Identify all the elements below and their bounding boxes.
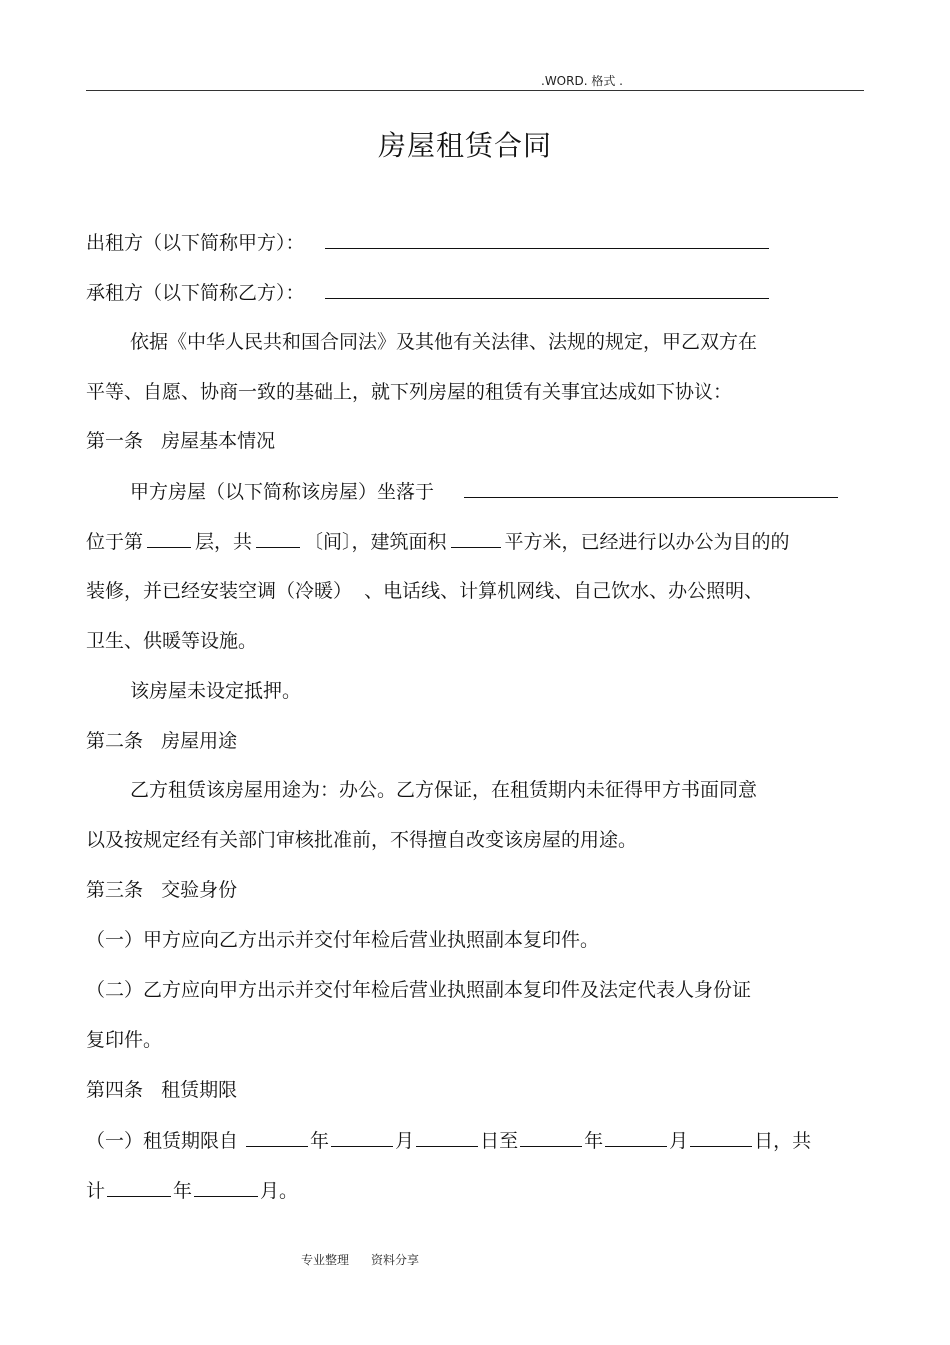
page-header-text: .WORD. 格式 . xyxy=(541,74,623,88)
end-day-blank[interactable] xyxy=(690,1128,752,1147)
end-month-blank[interactable] xyxy=(605,1128,667,1147)
article-4-term-line-1 xyxy=(86,1128,811,1153)
preamble-line-2: 平等、自愿、协商一致的基础上，就下列房屋的租赁有关事宜达成如下协议： xyxy=(86,381,733,403)
party-a-line xyxy=(86,230,769,255)
rooms-label: 层，共 xyxy=(195,531,253,553)
floor-label: 位于第 xyxy=(86,531,144,553)
page-footer xyxy=(301,1251,419,1268)
party-a-label: 出租方（以下简称甲方）： xyxy=(86,232,305,254)
article-4-term-line-2 xyxy=(86,1178,298,1203)
article-3-item-2-line-1: （二）乙方应向甲方出示并交付年检后营业执照副本复印件及法定代表人身份证 xyxy=(86,979,752,1001)
start-month-blank[interactable] xyxy=(331,1128,393,1147)
start-day-to-label: 日至 xyxy=(480,1130,519,1152)
area-unit-text: 平方米，已经进行以办公为目的的 xyxy=(504,531,790,553)
party-a-blank[interactable] xyxy=(325,230,769,249)
article-3-item-2-line-2: 复印件。 xyxy=(86,1029,163,1051)
party-b-label: 承租方（以下简称乙方）： xyxy=(86,282,305,304)
end-month-label: 月 xyxy=(669,1130,689,1152)
article-2-line-2: 以及按规定经有关部门审核批准前，不得擅自改变该房屋的用途。 xyxy=(86,829,638,851)
location-blank[interactable] xyxy=(464,479,838,498)
article-3-item-1: （一）甲方应向乙方出示并交付年检后营业执照副本复印件。 xyxy=(86,929,600,951)
header-rule xyxy=(86,90,864,91)
article-1-mortgage: 该房屋未设定抵押。 xyxy=(130,680,302,702)
total-years-label: 年 xyxy=(173,1180,193,1202)
document-title: 房屋租赁合同 xyxy=(377,129,552,162)
end-day-label: 日，共 xyxy=(754,1130,812,1152)
footer-right-text: 资料分享 xyxy=(371,1253,420,1267)
rooms-blank[interactable] xyxy=(256,529,300,548)
article-2-line-1: 乙方租赁该房屋用途为：办公。乙方保证，在租赁期内未征得甲方书面同意 xyxy=(130,779,758,801)
start-month-label: 月 xyxy=(395,1130,415,1152)
area-label: 〔间〕，建筑面积 xyxy=(304,531,447,553)
article-4-heading: 第四条 租赁期限 xyxy=(86,1079,238,1101)
article-1-location-text: 甲方房屋（以下简称该房屋）坐落于 xyxy=(130,481,435,503)
party-b-blank[interactable] xyxy=(325,280,769,299)
total-months-label: 月。 xyxy=(260,1180,299,1202)
article-1-location-line xyxy=(130,479,838,504)
article-1-floor-line xyxy=(86,529,790,554)
start-year-label: 年 xyxy=(310,1130,330,1152)
party-b-line xyxy=(86,280,769,305)
article-1-heading: 第一条 房屋基本情况 xyxy=(86,430,276,452)
preamble-line-1: 依据《中华人民共和国合同法》及其他有关法律、法规的规定，甲乙双方在 xyxy=(130,331,758,353)
total-label: 计 xyxy=(86,1180,106,1202)
article-3-heading: 第三条 交验身份 xyxy=(86,879,238,901)
term-start-label: （一）租赁期限自 xyxy=(86,1130,245,1152)
footer-left-text: 专业整理 xyxy=(301,1253,350,1267)
total-months-blank[interactable] xyxy=(194,1178,258,1197)
start-day-blank[interactable] xyxy=(416,1128,478,1147)
article-1-line-4: 卫生、供暖等设施。 xyxy=(86,630,258,652)
article-1-line-3: 装修，并已经安装空调（冷暖） 、电话线、计算机网线、自己饮水、办公照明、 xyxy=(86,580,764,602)
start-year-blank[interactable] xyxy=(246,1128,308,1147)
end-year-label: 年 xyxy=(584,1130,604,1152)
total-years-blank[interactable] xyxy=(107,1178,171,1197)
end-year-blank[interactable] xyxy=(520,1128,582,1147)
article-2-heading: 第二条 房屋用途 xyxy=(86,730,238,752)
floor-blank[interactable] xyxy=(147,529,191,548)
area-blank[interactable] xyxy=(451,529,501,548)
